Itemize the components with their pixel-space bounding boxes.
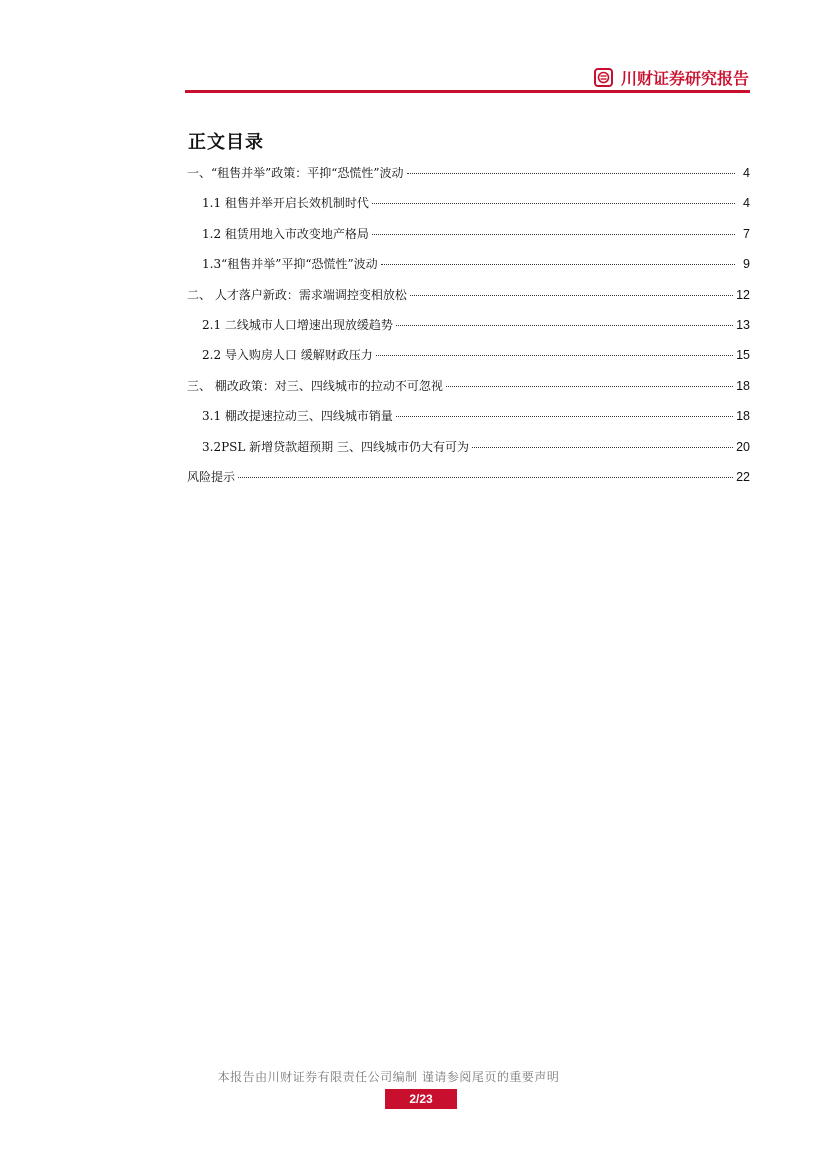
toc-leader-dots xyxy=(381,264,735,265)
toc-entry[interactable] xyxy=(187,345,750,375)
toc-entry[interactable] xyxy=(187,254,750,284)
toc-entry-label: 3.2PSL 新增贷款超预期 三、四线城市仍大有可为 xyxy=(202,439,469,454)
toc-leader-dots xyxy=(446,386,733,387)
page-number-badge: 2/23 xyxy=(385,1089,457,1109)
toc-entry-page: 12 xyxy=(736,287,750,302)
toc-entry-label: 3.1 棚改提速拉动三、四线城市销量 xyxy=(202,409,393,424)
toc-entry-page: 13 xyxy=(736,317,750,332)
toc-entry[interactable] xyxy=(187,163,750,193)
toc-entry[interactable] xyxy=(187,193,750,223)
toc-entry-page: 20 xyxy=(736,439,750,454)
toc-entry[interactable] xyxy=(187,224,750,254)
toc-entry[interactable] xyxy=(187,376,750,406)
toc-entry-label: 三、 棚改政策：对三、四线城市的拉动不可忽视 xyxy=(187,378,443,393)
table-of-contents xyxy=(187,163,750,497)
header-rule xyxy=(185,90,750,93)
toc-leader-dots xyxy=(372,234,735,235)
footer-disclaimer: 本报告由川财证券有限责任公司编制 谨请参阅尾页的重要声明 xyxy=(217,1070,560,1084)
toc-leader-dots xyxy=(472,447,733,448)
toc-leader-dots xyxy=(372,203,735,204)
header-brand xyxy=(594,66,749,89)
toc-entry-label: 二、 人才落户新政：需求端调控变相放松 xyxy=(187,287,407,302)
toc-entry-page: 15 xyxy=(736,348,750,363)
chuancai-logo-icon xyxy=(594,68,613,87)
toc-leader-dots xyxy=(238,477,733,478)
toc-entry[interactable] xyxy=(187,285,750,315)
toc-entry-page: 4 xyxy=(743,196,750,211)
toc-entry-label: 1.3“租售并举”平抑“恐慌性”波动 xyxy=(202,257,378,272)
toc-entry-page: 22 xyxy=(736,469,750,484)
toc-entry-label: 2.1 二线城市人口增速出现放缓趋势 xyxy=(202,317,393,332)
toc-entry[interactable] xyxy=(187,467,750,497)
toc-leader-dots xyxy=(376,355,733,356)
toc-leader-dots xyxy=(407,173,735,174)
brand-name: 川财证券研究报告 xyxy=(620,69,749,88)
toc-entry-label: 风险提示 xyxy=(187,469,236,484)
toc-entry-label: 1.2 租赁用地入市改变地产格局 xyxy=(202,226,369,241)
toc-entry-page: 18 xyxy=(736,409,750,424)
toc-entry-label: 2.2 导入购房人口 缓解财政压力 xyxy=(202,348,373,363)
toc-entry-page: 4 xyxy=(743,166,750,180)
toc-entry-label: 一、“租售并举”政策：平抑“恐慌性”波动 xyxy=(187,166,404,180)
toc-entry[interactable] xyxy=(187,406,750,436)
toc-leader-dots xyxy=(396,325,733,326)
toc-title: 正文目录 xyxy=(188,132,264,153)
toc-entry[interactable] xyxy=(187,315,750,345)
toc-entry-page: 18 xyxy=(736,378,750,393)
toc-leader-dots xyxy=(410,295,733,296)
toc-entry[interactable] xyxy=(187,437,750,467)
toc-entry-page: 9 xyxy=(743,257,750,272)
toc-entry-label: 1.1 租售并举开启长效机制时代 xyxy=(202,196,369,211)
toc-entry-page: 7 xyxy=(743,226,750,241)
toc-leader-dots xyxy=(396,416,733,417)
